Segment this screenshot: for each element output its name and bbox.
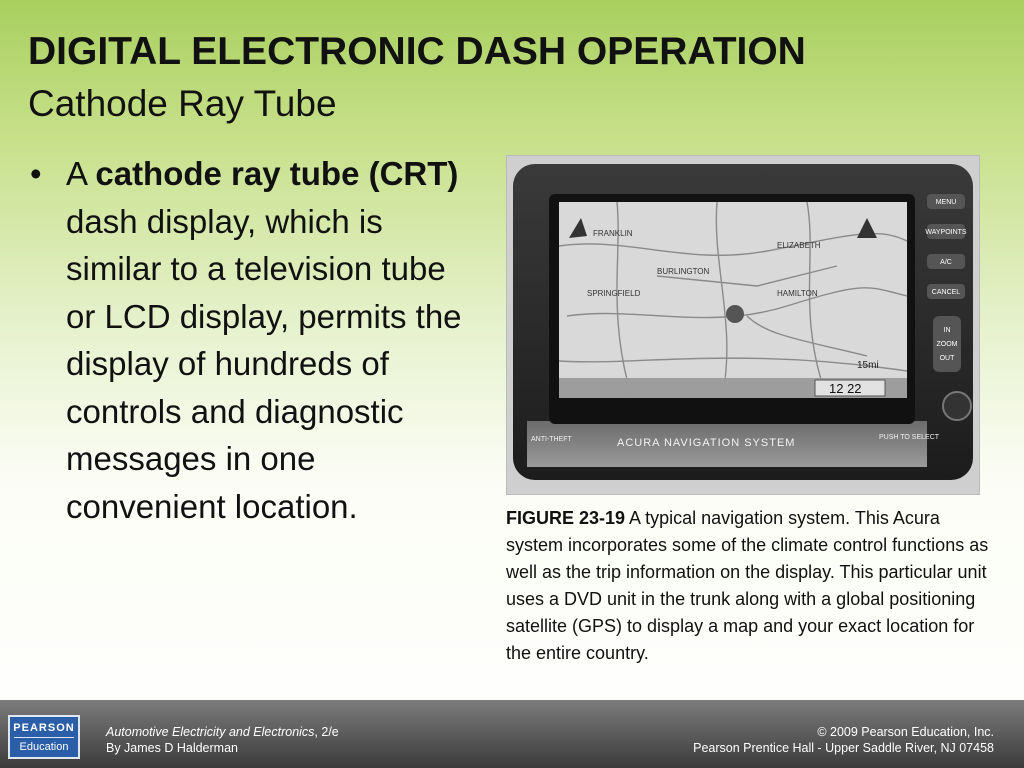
zoom-label: ZOOM bbox=[936, 341, 958, 348]
logo-bottom-text: Education bbox=[19, 740, 69, 753]
map-label: SPRINGFIELD bbox=[587, 289, 641, 298]
navigation-system-photo bbox=[506, 155, 980, 495]
book-edition: , 2/e bbox=[314, 725, 339, 739]
slide-title: DIGITAL ELECTRONIC DASH OPERATION bbox=[28, 30, 806, 73]
footer-publisher-info bbox=[693, 724, 994, 756]
figure-caption-text: A typical navigation system. This Acura system incorporates some of the climate control functions as well as the trip information on the display. This particular unit uses a DVD unit in the trunk along with a global positioning satellite (GPS) to display a map and your exact location for the entire country. bbox=[506, 508, 989, 663]
push-to-select-label: PUSH TO SELECT bbox=[879, 434, 940, 441]
vehicle-position-icon bbox=[726, 305, 744, 323]
map-label: HAMILTON bbox=[777, 289, 818, 298]
anti-theft-label: ANTI-THEFT bbox=[531, 436, 572, 443]
slide-subtitle: Cathode Ray Tube bbox=[28, 83, 337, 124]
map-label: FRANKLIN bbox=[593, 229, 633, 238]
bullet-list bbox=[30, 150, 480, 530]
bullet-marker: • bbox=[30, 155, 42, 192]
pearson-education-logo bbox=[8, 715, 80, 759]
waypoints-button-label: WAYPOINTS bbox=[925, 229, 967, 236]
logo-top-text: PEARSON bbox=[13, 721, 75, 734]
footer-book-info bbox=[106, 724, 339, 756]
bullet-text bbox=[66, 150, 480, 530]
brand-label: ACURA NAVIGATION SYSTEM bbox=[617, 437, 796, 449]
book-title: Automotive Electricity and Electronics bbox=[106, 725, 315, 739]
bullet-pre: A bbox=[66, 155, 96, 192]
map-scale: 15mi bbox=[857, 360, 879, 371]
zoom-in-label: IN bbox=[943, 327, 951, 334]
menu-button-label: MENU bbox=[935, 199, 957, 206]
copyright-text: © 2009 Pearson Education, Inc. bbox=[817, 725, 994, 739]
book-author: By James D Halderman bbox=[106, 741, 238, 755]
publisher-text: Pearson Prentice Hall - Upper Saddle River, NJ 07458 bbox=[693, 741, 994, 755]
map-label: ELIZABETH bbox=[777, 241, 821, 250]
zoom-out-label: OUT bbox=[939, 355, 955, 362]
figure-caption bbox=[506, 505, 996, 667]
figure-label: FIGURE 23-19 bbox=[506, 508, 626, 528]
logo-divider bbox=[14, 737, 74, 738]
select-knob[interactable] bbox=[943, 392, 971, 420]
clock-readout: 12 22 bbox=[829, 381, 862, 396]
cancel-button-label: CANCEL bbox=[931, 289, 961, 296]
ac-button-label: A/C bbox=[940, 259, 952, 266]
navigation-unit-illustration bbox=[507, 156, 979, 494]
bullet-post: dash display, which is similar to a television tube or LCD display, permits the display of hundreds of controls and diagnostic messages in one convenient location. bbox=[66, 202, 462, 525]
footer-bar bbox=[0, 700, 1024, 768]
map-label: BURLINGTON bbox=[657, 267, 710, 276]
bullet-bold-term: cathode ray tube (CRT) bbox=[95, 155, 459, 192]
